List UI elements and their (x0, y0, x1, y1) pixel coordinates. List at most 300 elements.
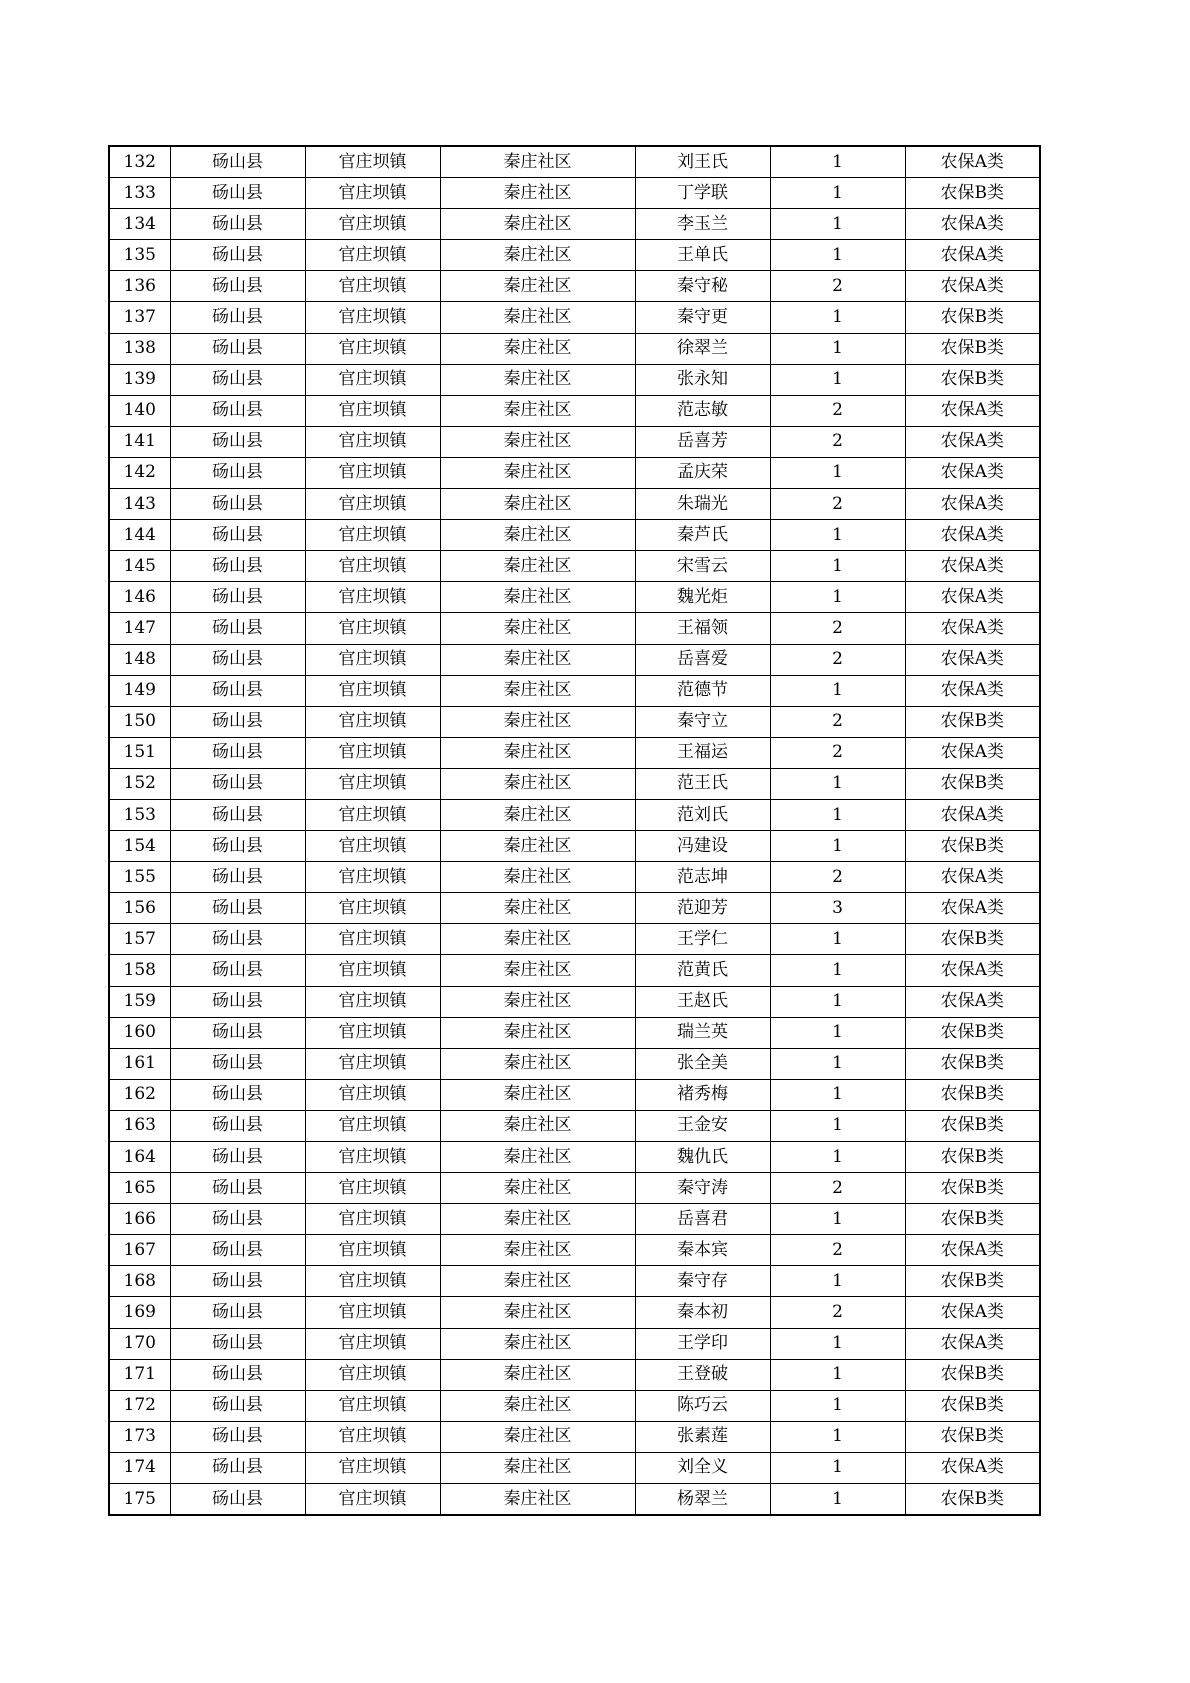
town-cell: 官庄坝镇 (305, 1017, 440, 1048)
category-cell: 农保A类 (905, 551, 1040, 582)
community-cell: 秦庄社区 (440, 1204, 635, 1235)
name-cell: 刘王氏 (635, 146, 770, 178)
row-number-cell: 149 (109, 675, 170, 706)
town-cell: 官庄坝镇 (305, 1266, 440, 1297)
community-cell: 秦庄社区 (440, 1266, 635, 1297)
table-row (109, 1110, 1040, 1141)
community-cell: 秦庄社区 (440, 644, 635, 675)
row-number-cell: 150 (109, 706, 170, 737)
category-cell: 农保A类 (905, 489, 1040, 520)
name-cell: 范德节 (635, 675, 770, 706)
category-cell: 农保B类 (905, 1048, 1040, 1079)
table-row (109, 924, 1040, 955)
town-cell: 官庄坝镇 (305, 613, 440, 644)
name-cell: 陈巧云 (635, 1390, 770, 1421)
community-cell: 秦庄社区 (440, 955, 635, 986)
name-cell: 范王氏 (635, 768, 770, 799)
category-cell: 农保A类 (905, 799, 1040, 830)
row-number-cell: 157 (109, 924, 170, 955)
category-cell: 农保B类 (905, 1390, 1040, 1421)
name-cell: 秦本初 (635, 1297, 770, 1328)
row-number-cell: 133 (109, 178, 170, 209)
county-cell: 砀山县 (170, 520, 305, 551)
community-cell: 秦庄社区 (440, 1297, 635, 1328)
count-cell: 1 (770, 146, 905, 178)
row-number-cell: 160 (109, 1017, 170, 1048)
name-cell: 范志坤 (635, 862, 770, 893)
category-cell: 农保B类 (905, 1142, 1040, 1173)
town-cell: 官庄坝镇 (305, 675, 440, 706)
town-cell: 官庄坝镇 (305, 893, 440, 924)
count-cell: 3 (770, 893, 905, 924)
county-cell: 砀山县 (170, 1484, 305, 1516)
name-cell: 李玉兰 (635, 209, 770, 240)
county-cell: 砀山县 (170, 1328, 305, 1359)
row-number-cell: 152 (109, 768, 170, 799)
county-cell: 砀山县 (170, 240, 305, 271)
name-cell: 王福运 (635, 737, 770, 768)
county-cell: 砀山县 (170, 1173, 305, 1204)
category-cell: 农保A类 (905, 520, 1040, 551)
table-row (109, 1421, 1040, 1452)
county-cell: 砀山县 (170, 1017, 305, 1048)
county-cell: 砀山县 (170, 457, 305, 488)
table-row (109, 1142, 1040, 1173)
community-cell: 秦庄社区 (440, 1235, 635, 1266)
table-row (109, 831, 1040, 862)
community-cell: 秦庄社区 (440, 1110, 635, 1141)
county-cell: 砀山县 (170, 644, 305, 675)
name-cell: 秦守更 (635, 302, 770, 333)
row-number-cell: 155 (109, 862, 170, 893)
count-cell: 1 (770, 1484, 905, 1516)
name-cell: 丁学联 (635, 178, 770, 209)
count-cell: 1 (770, 1110, 905, 1141)
table-row (109, 209, 1040, 240)
row-number-cell: 134 (109, 209, 170, 240)
town-cell: 官庄坝镇 (305, 426, 440, 457)
count-cell: 1 (770, 457, 905, 488)
category-cell: 农保A类 (905, 1328, 1040, 1359)
count-cell: 2 (770, 737, 905, 768)
town-cell: 官庄坝镇 (305, 955, 440, 986)
count-cell: 1 (770, 675, 905, 706)
town-cell: 官庄坝镇 (305, 737, 440, 768)
town-cell: 官庄坝镇 (305, 209, 440, 240)
community-cell: 秦庄社区 (440, 240, 635, 271)
category-cell: 农保B类 (905, 768, 1040, 799)
name-cell: 王单氏 (635, 240, 770, 271)
count-cell: 1 (770, 582, 905, 613)
row-number-cell: 138 (109, 333, 170, 364)
community-cell: 秦庄社区 (440, 271, 635, 302)
count-cell: 1 (770, 1204, 905, 1235)
category-cell: 农保B类 (905, 364, 1040, 395)
name-cell: 王金安 (635, 1110, 770, 1141)
county-cell: 砀山县 (170, 146, 305, 178)
community-cell: 秦庄社区 (440, 1017, 635, 1048)
row-number-cell: 168 (109, 1266, 170, 1297)
count-cell: 2 (770, 395, 905, 426)
category-cell: 农保A类 (905, 955, 1040, 986)
community-cell: 秦庄社区 (440, 831, 635, 862)
row-number-cell: 145 (109, 551, 170, 582)
row-number-cell: 140 (109, 395, 170, 426)
town-cell: 官庄坝镇 (305, 1204, 440, 1235)
table-row (109, 893, 1040, 924)
table-row (109, 302, 1040, 333)
table-row (109, 706, 1040, 737)
name-cell: 秦守立 (635, 706, 770, 737)
category-cell: 农保B类 (905, 1421, 1040, 1452)
name-cell: 刘全义 (635, 1452, 770, 1483)
community-cell: 秦庄社区 (440, 520, 635, 551)
count-cell: 1 (770, 178, 905, 209)
town-cell: 官庄坝镇 (305, 1173, 440, 1204)
county-cell: 砀山县 (170, 551, 305, 582)
row-number-cell: 143 (109, 489, 170, 520)
community-cell: 秦庄社区 (440, 1484, 635, 1516)
row-number-cell: 139 (109, 364, 170, 395)
row-number-cell: 174 (109, 1452, 170, 1483)
count-cell: 2 (770, 862, 905, 893)
community-cell: 秦庄社区 (440, 893, 635, 924)
town-cell: 官庄坝镇 (305, 582, 440, 613)
table-row (109, 457, 1040, 488)
row-number-cell: 132 (109, 146, 170, 178)
category-cell: 农保A类 (905, 1297, 1040, 1328)
row-number-cell: 164 (109, 1142, 170, 1173)
category-cell: 农保B类 (905, 1173, 1040, 1204)
town-cell: 官庄坝镇 (305, 1297, 440, 1328)
county-cell: 砀山县 (170, 1110, 305, 1141)
count-cell: 1 (770, 1079, 905, 1110)
table-row (109, 1173, 1040, 1204)
county-cell: 砀山县 (170, 986, 305, 1017)
community-cell: 秦庄社区 (440, 457, 635, 488)
community-cell: 秦庄社区 (440, 333, 635, 364)
town-cell: 官庄坝镇 (305, 240, 440, 271)
table-row (109, 271, 1040, 302)
town-cell: 官庄坝镇 (305, 1079, 440, 1110)
name-cell: 朱瑞光 (635, 489, 770, 520)
community-cell: 秦庄社区 (440, 1079, 635, 1110)
name-cell: 秦守存 (635, 1266, 770, 1297)
town-cell: 官庄坝镇 (305, 1390, 440, 1421)
town-cell: 官庄坝镇 (305, 302, 440, 333)
name-cell: 范刘氏 (635, 799, 770, 830)
town-cell: 官庄坝镇 (305, 1142, 440, 1173)
category-cell: 农保B类 (905, 178, 1040, 209)
community-cell: 秦庄社区 (440, 551, 635, 582)
category-cell: 农保B类 (905, 1079, 1040, 1110)
town-cell: 官庄坝镇 (305, 457, 440, 488)
category-cell: 农保B类 (905, 302, 1040, 333)
category-cell: 农保A类 (905, 240, 1040, 271)
category-cell: 农保B类 (905, 1017, 1040, 1048)
category-cell: 农保A类 (905, 271, 1040, 302)
town-cell: 官庄坝镇 (305, 1421, 440, 1452)
row-number-cell: 161 (109, 1048, 170, 1079)
table-row (109, 1452, 1040, 1483)
table-row (109, 520, 1040, 551)
county-cell: 砀山县 (170, 737, 305, 768)
county-cell: 砀山县 (170, 706, 305, 737)
name-cell: 张全美 (635, 1048, 770, 1079)
category-cell: 农保A类 (905, 1452, 1040, 1483)
community-cell: 秦庄社区 (440, 146, 635, 178)
table-row (109, 862, 1040, 893)
row-number-cell: 165 (109, 1173, 170, 1204)
community-cell: 秦庄社区 (440, 1142, 635, 1173)
category-cell: 农保B类 (905, 1359, 1040, 1390)
county-cell: 砀山县 (170, 271, 305, 302)
count-cell: 2 (770, 489, 905, 520)
category-cell: 农保A类 (905, 457, 1040, 488)
county-cell: 砀山县 (170, 1266, 305, 1297)
county-cell: 砀山县 (170, 364, 305, 395)
row-number-cell: 170 (109, 1328, 170, 1359)
name-cell: 魏仇氏 (635, 1142, 770, 1173)
community-cell: 秦庄社区 (440, 1173, 635, 1204)
category-cell: 农保A类 (905, 426, 1040, 457)
community-cell: 秦庄社区 (440, 1048, 635, 1079)
name-cell: 王学仁 (635, 924, 770, 955)
town-cell: 官庄坝镇 (305, 146, 440, 178)
table-row (109, 1297, 1040, 1328)
name-cell: 徐翠兰 (635, 333, 770, 364)
count-cell: 1 (770, 1328, 905, 1359)
town-cell: 官庄坝镇 (305, 862, 440, 893)
count-cell: 1 (770, 333, 905, 364)
row-number-cell: 171 (109, 1359, 170, 1390)
community-cell: 秦庄社区 (440, 675, 635, 706)
table-row (109, 364, 1040, 395)
row-number-cell: 163 (109, 1110, 170, 1141)
count-cell: 2 (770, 1173, 905, 1204)
county-cell: 砀山县 (170, 582, 305, 613)
table-row (109, 582, 1040, 613)
county-cell: 砀山县 (170, 613, 305, 644)
table-row (109, 1484, 1040, 1516)
table-row (109, 986, 1040, 1017)
count-cell: 1 (770, 209, 905, 240)
count-cell: 1 (770, 1266, 905, 1297)
county-cell: 砀山县 (170, 893, 305, 924)
row-number-cell: 156 (109, 893, 170, 924)
category-cell: 农保A类 (905, 613, 1040, 644)
row-number-cell: 175 (109, 1484, 170, 1516)
town-cell: 官庄坝镇 (305, 831, 440, 862)
count-cell: 1 (770, 1017, 905, 1048)
community-cell: 秦庄社区 (440, 1328, 635, 1359)
county-cell: 砀山县 (170, 1204, 305, 1235)
table-row (109, 1390, 1040, 1421)
county-cell: 砀山县 (170, 1235, 305, 1266)
table-row (109, 644, 1040, 675)
town-cell: 官庄坝镇 (305, 1328, 440, 1359)
row-number-cell: 167 (109, 1235, 170, 1266)
table-row (109, 178, 1040, 209)
name-cell: 王登破 (635, 1359, 770, 1390)
community-cell: 秦庄社区 (440, 768, 635, 799)
name-cell: 秦芦氏 (635, 520, 770, 551)
county-cell: 砀山县 (170, 302, 305, 333)
count-cell: 1 (770, 799, 905, 830)
town-cell: 官庄坝镇 (305, 333, 440, 364)
category-cell: 农保A类 (905, 644, 1040, 675)
category-cell: 农保A类 (905, 986, 1040, 1017)
table-row (109, 1235, 1040, 1266)
table-row (109, 1204, 1040, 1235)
county-cell: 砀山县 (170, 955, 305, 986)
count-cell: 2 (770, 271, 905, 302)
count-cell: 2 (770, 426, 905, 457)
town-cell: 官庄坝镇 (305, 1048, 440, 1079)
town-cell: 官庄坝镇 (305, 1359, 440, 1390)
name-cell: 宋雪云 (635, 551, 770, 582)
name-cell: 魏光炬 (635, 582, 770, 613)
row-number-cell: 172 (109, 1390, 170, 1421)
table-row (109, 799, 1040, 830)
name-cell: 冯建设 (635, 831, 770, 862)
county-cell: 砀山县 (170, 178, 305, 209)
community-cell: 秦庄社区 (440, 582, 635, 613)
county-cell: 砀山县 (170, 1297, 305, 1328)
name-cell: 王赵氏 (635, 986, 770, 1017)
count-cell: 1 (770, 240, 905, 271)
county-cell: 砀山县 (170, 395, 305, 426)
name-cell: 范志敏 (635, 395, 770, 426)
community-cell: 秦庄社区 (440, 1452, 635, 1483)
county-cell: 砀山县 (170, 862, 305, 893)
name-cell: 范黄氏 (635, 955, 770, 986)
table-row (109, 675, 1040, 706)
category-cell: 农保B类 (905, 1110, 1040, 1141)
name-cell: 秦守秘 (635, 271, 770, 302)
count-cell: 2 (770, 706, 905, 737)
category-cell: 农保B类 (905, 333, 1040, 364)
name-cell: 张永知 (635, 364, 770, 395)
county-cell: 砀山县 (170, 1359, 305, 1390)
name-cell: 岳喜爱 (635, 644, 770, 675)
community-cell: 秦庄社区 (440, 986, 635, 1017)
category-cell: 农保A类 (905, 737, 1040, 768)
town-cell: 官庄坝镇 (305, 364, 440, 395)
county-cell: 砀山县 (170, 426, 305, 457)
table-row (109, 146, 1040, 178)
county-cell: 砀山县 (170, 209, 305, 240)
category-cell: 农保B类 (905, 1204, 1040, 1235)
community-cell: 秦庄社区 (440, 737, 635, 768)
table-row (109, 613, 1040, 644)
table-row (109, 955, 1040, 986)
name-cell: 瑞兰英 (635, 1017, 770, 1048)
name-cell: 岳喜君 (635, 1204, 770, 1235)
count-cell: 1 (770, 986, 905, 1017)
category-cell: 农保B类 (905, 1484, 1040, 1516)
table-row (109, 1266, 1040, 1297)
table-row (109, 240, 1040, 271)
town-cell: 官庄坝镇 (305, 1452, 440, 1483)
table-row (109, 1048, 1040, 1079)
count-cell: 1 (770, 302, 905, 333)
row-number-cell: 136 (109, 271, 170, 302)
count-cell: 1 (770, 1452, 905, 1483)
county-cell: 砀山县 (170, 799, 305, 830)
row-number-cell: 144 (109, 520, 170, 551)
row-number-cell: 146 (109, 582, 170, 613)
category-cell: 农保A类 (905, 395, 1040, 426)
town-cell: 官庄坝镇 (305, 178, 440, 209)
table-row (109, 551, 1040, 582)
county-cell: 砀山县 (170, 489, 305, 520)
town-cell: 官庄坝镇 (305, 520, 440, 551)
category-cell: 农保A类 (905, 675, 1040, 706)
table-row (109, 1017, 1040, 1048)
county-cell: 砀山县 (170, 831, 305, 862)
category-cell: 农保B类 (905, 1266, 1040, 1297)
count-cell: 2 (770, 1297, 905, 1328)
community-cell: 秦庄社区 (440, 799, 635, 830)
category-cell: 农保A类 (905, 146, 1040, 178)
name-cell: 张素莲 (635, 1421, 770, 1452)
row-number-cell: 159 (109, 986, 170, 1017)
table-row (109, 395, 1040, 426)
table-row (109, 333, 1040, 364)
category-cell: 农保B类 (905, 831, 1040, 862)
count-cell: 1 (770, 955, 905, 986)
county-cell: 砀山县 (170, 1142, 305, 1173)
count-cell: 1 (770, 1048, 905, 1079)
count-cell: 1 (770, 1359, 905, 1390)
county-cell: 砀山县 (170, 675, 305, 706)
town-cell: 官庄坝镇 (305, 395, 440, 426)
row-number-cell: 135 (109, 240, 170, 271)
community-cell: 秦庄社区 (440, 395, 635, 426)
row-number-cell: 137 (109, 302, 170, 333)
county-cell: 砀山县 (170, 1421, 305, 1452)
table-row (109, 1328, 1040, 1359)
community-cell: 秦庄社区 (440, 364, 635, 395)
community-cell: 秦庄社区 (440, 209, 635, 240)
community-cell: 秦庄社区 (440, 489, 635, 520)
town-cell: 官庄坝镇 (305, 271, 440, 302)
name-cell: 孟庆荣 (635, 457, 770, 488)
community-cell: 秦庄社区 (440, 706, 635, 737)
town-cell: 官庄坝镇 (305, 1110, 440, 1141)
count-cell: 1 (770, 831, 905, 862)
county-cell: 砀山县 (170, 1048, 305, 1079)
category-cell: 农保B类 (905, 924, 1040, 955)
table-row (109, 426, 1040, 457)
community-cell: 秦庄社区 (440, 1421, 635, 1452)
community-cell: 秦庄社区 (440, 302, 635, 333)
row-number-cell: 148 (109, 644, 170, 675)
name-cell: 秦守涛 (635, 1173, 770, 1204)
row-number-cell: 153 (109, 799, 170, 830)
community-cell: 秦庄社区 (440, 613, 635, 644)
name-cell: 范迎芳 (635, 893, 770, 924)
town-cell: 官庄坝镇 (305, 706, 440, 737)
count-cell: 1 (770, 768, 905, 799)
row-number-cell: 166 (109, 1204, 170, 1235)
table-row (109, 768, 1040, 799)
name-cell: 岳喜芳 (635, 426, 770, 457)
town-cell: 官庄坝镇 (305, 489, 440, 520)
town-cell: 官庄坝镇 (305, 986, 440, 1017)
county-cell: 砀山县 (170, 924, 305, 955)
